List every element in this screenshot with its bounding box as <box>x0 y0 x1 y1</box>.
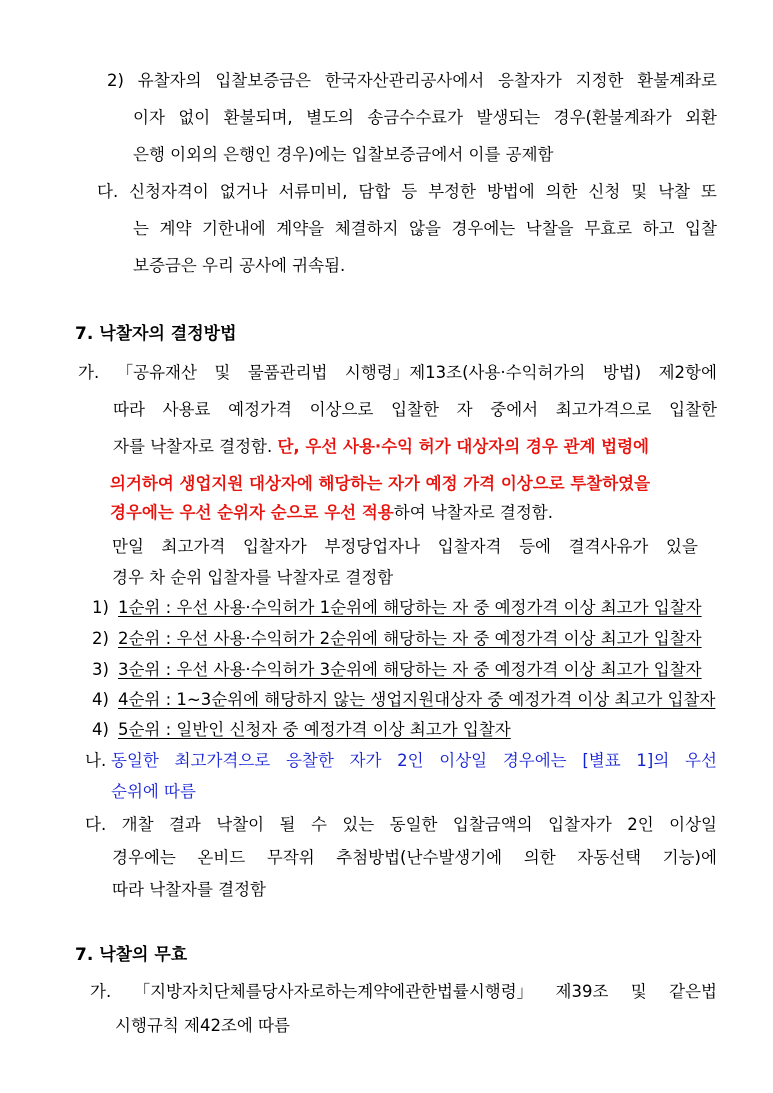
word: 없이 <box>178 108 211 127</box>
rank-text: 2순위 : 우선 사용·수익허가 2순위에 해당하는 자 중 예정가격 이상 최고가 입찰자 <box>118 629 702 648</box>
word: 온비드 <box>197 848 246 867</box>
word: 같은법 <box>669 982 717 1001</box>
word: 환불계좌로 <box>637 71 717 90</box>
word: 중에서 <box>490 400 539 419</box>
word: 최고가격 <box>161 537 226 556</box>
rank-text: 5순위 : 일반인 신청자 중 예정가격 이상 최고가 입찰자 <box>118 720 511 739</box>
word: 유찰자의 <box>137 71 202 90</box>
word: 송금수수료가 <box>367 108 464 127</box>
word: 자동선택 <box>577 848 642 867</box>
word: 1]의 <box>636 751 670 770</box>
word: 동일한 <box>111 751 159 770</box>
para-e-line-1 <box>90 981 717 1003</box>
para-da-line-1 <box>97 181 717 203</box>
para-2-line-3: 은행 이외의 은행인 경우)에는 입찰보증금에서 이를 공제함 <box>133 145 554 164</box>
word: 부정한 <box>428 182 476 201</box>
rank-number: 3) <box>92 660 109 679</box>
para-da2-line-3: 따라 낙찰자를 결정함 <box>112 880 266 899</box>
word: 의한 <box>523 848 556 867</box>
para-da2-line-2 <box>112 847 717 869</box>
rank-item <box>92 628 702 650</box>
word: 「공유재산 <box>116 363 197 382</box>
word: 낙찰을 <box>525 219 574 238</box>
word: 입찰 <box>685 219 717 238</box>
word: 2인 <box>397 751 424 770</box>
word: 자가 <box>349 751 382 770</box>
section-heading-invalid-award: 7. 낙찰의 무효 <box>75 945 188 965</box>
word: 신청 <box>588 182 621 201</box>
para-ga-red-text-2: 경우에는 우선 순위자 순으로 우선 적용 <box>110 503 394 522</box>
word: 이상일 <box>439 751 488 770</box>
para-na-text <box>111 750 717 772</box>
word: 체결하지 <box>334 219 399 238</box>
rank-item <box>92 597 702 619</box>
word: 개찰 <box>121 815 154 834</box>
word: 환불되며, <box>223 108 293 127</box>
word: 경우에는 <box>112 848 176 867</box>
rank-number: 2) <box>92 629 109 648</box>
para-ga-plain-text-2: 하여 낙찰자로 결정함. <box>393 503 553 522</box>
rank-number: 4) <box>92 690 109 709</box>
word: 응찰한 <box>285 751 334 770</box>
word: 방법에 <box>486 182 535 201</box>
para-ga-line-7: 경우 차 순위 입찰자를 낙찰자로 결정함 <box>112 568 394 587</box>
word: 「지방자치단체를당사자로하는계약에관한법률시행령」 <box>133 982 534 1001</box>
rank-text: 1순위 : 우선 사용·수익허가 1순위에 해당하는 자 중 예정가격 이상 최고가 입찰자 <box>118 598 702 617</box>
word: 자 <box>456 400 473 419</box>
para-ga-red-text: 단, 우선 사용·수익 허가 대상자의 경우 관계 법령에 <box>277 437 649 456</box>
rank-number: 1) <box>92 598 109 617</box>
word: 계약을 <box>276 219 325 238</box>
para-da2-line-1 <box>85 814 717 836</box>
word: 하고 <box>642 219 675 238</box>
word: 없거나 <box>219 182 268 201</box>
word: [별표 <box>582 751 621 770</box>
word: 외환 <box>685 108 717 127</box>
word: 경우(환불계좌가 <box>553 108 672 127</box>
word: 입찰한 <box>669 400 717 419</box>
para-ga-line-5 <box>110 502 553 524</box>
word: 결과 <box>168 815 201 834</box>
word: 별도의 <box>306 108 354 127</box>
para-e-line-2: 시행규칙 제42조에 따름 <box>115 1016 290 1035</box>
rank-text: 3순위 : 우선 사용·수익허가 3순위에 해당하는 자 중 예정가격 이상 최고가 입찰자 <box>118 660 702 679</box>
para-ga-line-6 <box>112 536 698 558</box>
rank-text: 4순위 : 1~3순위에 해당하지 않는 생업지원대상자 중 예정가격 이상 최고가 입찰자 <box>118 690 716 709</box>
word: 시행령」제13조(사용·수익허가의 <box>344 363 586 382</box>
word: 한국자산관리공사에서 <box>324 71 485 90</box>
word: 등 <box>401 182 418 201</box>
para-ga-line-1 <box>78 362 717 384</box>
word: 입찰자가 <box>548 815 612 834</box>
rank-item <box>92 689 715 711</box>
word: 신청자격이 <box>129 182 209 201</box>
para-na-line-2: 순위에 따름 <box>111 782 196 801</box>
word: 기한내에 <box>201 219 266 238</box>
word: 가. <box>78 363 100 382</box>
para-da-line-3: 보증금은 우리 공사에 귀속됨. <box>133 256 346 275</box>
word: 및 <box>214 363 231 382</box>
para-ga-line-4: 의거하여 생업지원 대상자에 해당하는 자가 예정 가격 이상으로 투찰하였을 <box>110 474 651 493</box>
para-2-line-2 <box>133 107 717 129</box>
word: 낙찰 <box>658 182 690 201</box>
word: 입찰보증금은 <box>215 71 311 90</box>
word: 다. <box>97 182 119 201</box>
word: 만일 <box>112 537 144 556</box>
word: 낙찰이 <box>216 815 265 834</box>
word: 계약 <box>159 219 192 238</box>
word: 입찰금액의 <box>452 815 533 834</box>
word: 및 <box>631 182 648 201</box>
para-ga-plain-text: 자를 낙찰자로 결정함. <box>113 437 278 456</box>
word: 경우에는 <box>451 219 516 238</box>
word: 물품관리법 <box>247 363 328 382</box>
section-heading-winner-method: 7. 낙찰자의 결정방법 <box>75 324 237 344</box>
word: 2인 <box>627 815 654 834</box>
word: 다. <box>85 815 107 834</box>
rank-number: 4) <box>92 720 109 739</box>
word: 이상일 <box>669 815 717 834</box>
word: 결격사유가 <box>568 537 649 556</box>
rank-item <box>92 659 702 681</box>
word: 입찰자가 <box>242 537 307 556</box>
word: 서류미비, <box>278 182 348 201</box>
word: 우선 <box>685 751 717 770</box>
para-ga-line-2 <box>113 399 717 421</box>
word: 될 <box>279 815 296 834</box>
word: 최고가격으로 <box>174 751 271 770</box>
word: 지정한 <box>575 71 624 90</box>
para-na-label: 나. <box>85 751 107 770</box>
para-2-line-1 <box>107 70 717 92</box>
word: 최고가격으로 <box>555 400 652 419</box>
word: 무효로 <box>584 219 633 238</box>
rank-item <box>92 719 511 741</box>
word: 응찰자가 <box>498 71 562 90</box>
word: 않을 <box>409 219 441 238</box>
word: 있을 <box>666 537 698 556</box>
word: 제2항에 <box>658 363 717 382</box>
word: 부정당업자나 <box>324 537 421 556</box>
word: 입찰자격 <box>437 537 502 556</box>
para-na-line-1 <box>85 750 717 772</box>
word: 수 <box>310 815 327 834</box>
word: 는 <box>133 219 149 238</box>
word: 의한 <box>545 182 578 201</box>
word: 무작위 <box>266 848 315 867</box>
word: 및 <box>630 982 647 1001</box>
word: 등에 <box>519 537 551 556</box>
word: 동일한 <box>389 815 438 834</box>
para-ga-line-3 <box>113 436 649 458</box>
word: 입찰한 <box>391 400 439 419</box>
word: 따라 <box>113 400 145 419</box>
word: 또 <box>700 182 717 201</box>
word: 추첨방법(난수발생기에 <box>336 848 503 867</box>
word: 경우에는 <box>502 751 567 770</box>
word: 이상으로 <box>309 400 374 419</box>
word: 있는 <box>342 815 375 834</box>
word: 제39조 <box>555 982 609 1001</box>
word: 발생되는 <box>476 108 541 127</box>
word: 이자 <box>133 108 165 127</box>
word: 2) <box>107 71 124 90</box>
word: 담합 <box>358 182 391 201</box>
word: 사용료 <box>162 400 211 419</box>
para-da-line-2 <box>133 218 717 240</box>
word: 기능)에 <box>662 848 717 867</box>
word: 예정가격 <box>228 400 292 419</box>
word: 가. <box>90 982 112 1001</box>
word: 방법) <box>602 363 642 382</box>
